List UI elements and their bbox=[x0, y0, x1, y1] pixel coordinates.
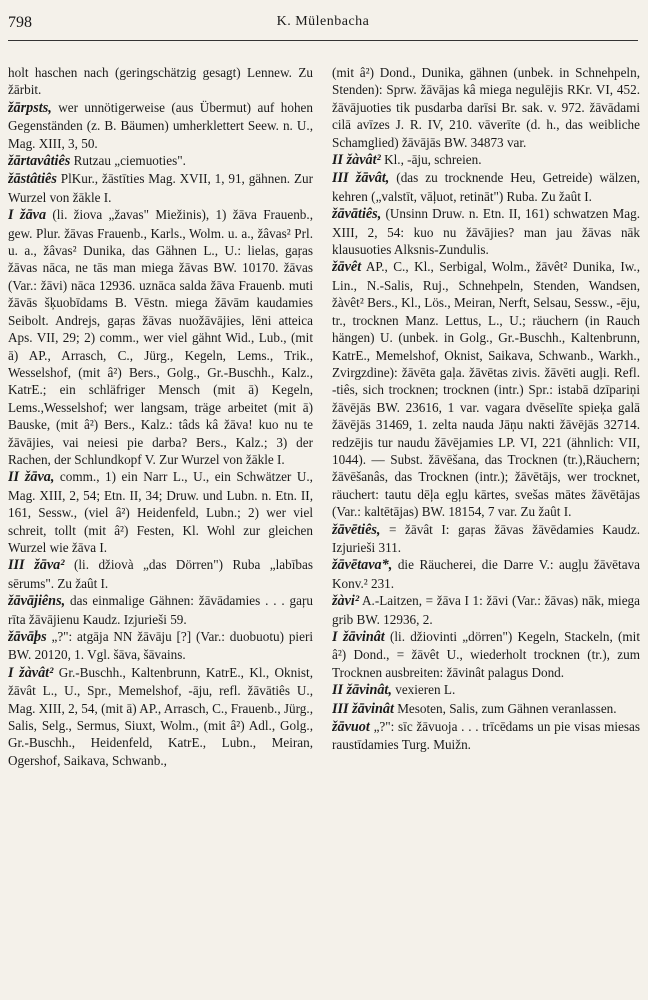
entry-headword: žāvuot bbox=[332, 719, 370, 736]
entry-headword: I žàvât² bbox=[8, 664, 54, 681]
dictionary-entry bbox=[8, 170, 313, 206]
entry-headword: III žāvât, bbox=[332, 170, 390, 187]
dictionary-entry bbox=[8, 468, 313, 556]
entry-headword: žāvētava*, bbox=[332, 557, 393, 574]
entry-body: comm., 1) ein Narr L., U., ein Schwätzer U., Mag. XIII, 2, 54; Etn. II, 34; Druw. und Lubn. n. Etn. II, 161, Sessw., (viel â²) Heidenfeld, Lubn.; 2) wer viel schreit, tollt (mit â²) Festen, Kl. Wohl zur gleichen Wurzel wie žāva I. bbox=[8, 469, 313, 555]
entry-headword: žāstâtiês bbox=[8, 171, 57, 188]
dictionary-entry bbox=[8, 99, 313, 152]
entry-body: (Unsinn Druw. n. Etn. II, 161) schwatzen Mag. XIII, 2, 54: kuo nu žāvājies? man jau žāvas nāk klausuoties Alksnis-Zundulis. bbox=[332, 206, 640, 258]
entry-headword: II žāva, bbox=[8, 469, 55, 486]
entry-headword: žāvātiês, bbox=[332, 206, 382, 223]
dictionary-entry bbox=[8, 628, 313, 664]
entry-headword: III žāvinât bbox=[332, 700, 394, 717]
entry-headword: žārpsts, bbox=[8, 99, 52, 116]
dictionary-entry bbox=[332, 521, 640, 557]
dictionary-entry bbox=[332, 681, 640, 699]
entry-body: (li. džiovà „das Dörren") Ruba „labības sērums". Zu žaût I. bbox=[8, 557, 313, 591]
entry-body: Mesoten, Salis, zum Gähnen veranlassen. bbox=[393, 700, 617, 716]
dictionary-entry bbox=[8, 206, 313, 468]
entry-body: (li. žiova „žavas" Miežinis), 1) žāva Frauenb., gew. Plur. žāvas Frauenb., Karls., Wolm. u. a., žâvas² Prl. u. a., žâvas² Dunika, das Gähnen L., U.: lielas, gaŗas žāvas nāca, ne tās man miega žāvas BW. 10170. žāvas (Var.: žāvi) nāca 12936. uznāca salda žāva Frauenb. muti žāvās šķuobīdams B. Vēstn. miega žāvām kaudamies Seibolt. Andrejs, gaŗas žāvas nuožāvājies, lēni atteica Aps. VII, 29; 2) comm., wer viel gähnt Wid., Lub., (mit ā) AP., Arrasch, C., Jürg., Kegeln, Lems., Trik., Wesselshof, (mit â²) Bers., Golg., Gr.-Buschh., Kalz., KatrE.; ein schläfriger Mensch (mit ā) Kegeln, Lems.,Wesselshof; wer langsam, träge arbeitet (mit ā) Bauske, (mit â²) Bers., Kalz.: tâds kâ žāva! kuo nu te žāvājies, vai neiesi pie darba? Bers., Kalz.; 3) der Rachen, der Schlundkopf V. Zur Wurzel von žākle I. bbox=[8, 207, 313, 467]
dictionary-entry bbox=[8, 664, 313, 769]
entry-body: (li. džiovinti „dörren") Kegeln, Stackeln, (mit â²) Dond., = žāvêt U., wiederholt trocknen (tr.), zum Trocknen ausbreiten: žāvinât palagus Dond. bbox=[332, 629, 640, 680]
dictionary-entry bbox=[8, 592, 313, 628]
dictionary-entry bbox=[332, 592, 640, 628]
dictionary-entry bbox=[332, 718, 640, 754]
right-column bbox=[332, 64, 640, 992]
dictionary-entry bbox=[332, 169, 640, 205]
entry-body: „?": sīc žāvuoja . . . trīcēdams un pie visas miesas raustīdamies Turg. Muižn. bbox=[332, 719, 640, 753]
entry-headword: žàvi² bbox=[332, 593, 360, 610]
entry-body: = žāvât I: gaŗas žāvas žāvēdamies Kaudz. Izjurieši 311. bbox=[332, 521, 640, 555]
dictionary-entry bbox=[8, 152, 313, 170]
dictionary-entry bbox=[332, 64, 640, 151]
entry-headword: žāvētiês, bbox=[332, 521, 381, 538]
entry-headword: žāvāþs bbox=[8, 629, 47, 645]
entry-body: A.-Laitzen, = žāva I 1: žāvi (Var.: žāvas) nāk, miega grib BW. 12936, 2. bbox=[332, 593, 640, 627]
entry-body: holt haschen nach (geringschätzig gesagt) Lennew. Zu žārbit. bbox=[8, 65, 313, 98]
entry-body: Gr.-Buschh., Kaltenbrunn, KatrE., Kl., Oknist, žāvât L., U., Spr., Memelshof, -āju, refl. žāvātiês U., Mag. XIII, 2, 54, (mit ā) AP., Arrasch, C., Frauenb., Jürg., Salis, Selg., Sermus, Siuxt, Wolm., (mit â²) Adl., Golg., Gr.-Buschh., Heidenfeld, KatrE., Lubn., Meiran, Ogershof, Saikava, Schwanb., bbox=[8, 664, 313, 768]
dictionary-entry bbox=[332, 700, 640, 718]
entry-headword: III žāva² bbox=[8, 557, 65, 574]
entry-body: Rutzau „ciemuoties". bbox=[70, 153, 186, 169]
entry-body: das einmalige Gähnen: žāvādamies . . . gaŗu rīta žāvājienu Kaudz. Izjurieši 59. bbox=[8, 593, 313, 627]
page-header bbox=[8, 14, 638, 36]
header-rule bbox=[8, 40, 638, 41]
entry-headword: žāvājiêns, bbox=[8, 593, 66, 610]
entry-body: vexieren L. bbox=[391, 682, 456, 698]
running-head: K. Mülenbacha bbox=[276, 14, 370, 29]
entry-body: (mit â²) Dond., Dunika, gähnen (unbek. in Schnehpeln, Stenden): Sprw. žāvājas kâ miega negulējis RKr. VI, 452. žāvājuoties tik pusdarba darīsi Br. sak. v. 972. žāvādami cilā avīzes J. R. IV, 210. vāverīte (d. h., das weibliche Schamglied) žāvājās BW. 34873 var. bbox=[332, 65, 640, 150]
entry-body: (das zu trocknende Heu, Getreide) wälzen, kehren („valstīt, vāļuot, retināt") Ruba. Zu žaût I. bbox=[332, 170, 640, 204]
entry-body: wer unnötigerweise (aus Übermut) auf hohen Gegenständen (z. B. Bäumen) umherklettert Seew. n. U., Mag. XIII, 3, 50. bbox=[8, 99, 313, 151]
dictionary-entry bbox=[8, 556, 313, 592]
entry-headword: I žāvinât bbox=[332, 629, 385, 645]
dictionary-entry bbox=[332, 151, 640, 169]
dictionary-entry bbox=[332, 205, 640, 258]
entry-headword: žāvêt bbox=[332, 259, 362, 276]
entry-headword: II žàvât² bbox=[332, 152, 381, 169]
entry-headword: žārtavâtiês bbox=[8, 153, 71, 170]
entry-headword: I žāva bbox=[8, 207, 47, 224]
dictionary-entry bbox=[332, 556, 640, 592]
dictionary-entry bbox=[332, 258, 640, 520]
entry-headword: II žāvinât, bbox=[332, 682, 392, 699]
entry-body: AP., C., Kl., Serbigal, Wolm., žāvêt² Dunika, Iw., Lin., N.-Salis, Ruj., Schnehpeln, Stenden, Wandsen, žàvêt² Bers., Kl., Lös., Meiran, Nerft, Selsau, Sessw., -ēju, tr., trocknen Manz. Lettus, L., U.; räuchern (in Rauch hängen) U. (unbek. in Golg., Gr.-Buschh., Kaltenbrunn, KatrE., Memelshof, Oknist, Saikava, Schwanb., Warkh., Zvirgzdine): žāvēta gaļa. žāvētas zivis. žāvēti augļi. Refl. -tiês, sich trocknen; trocknen (intr.) Spr.: istabā dzīpariņi žāvējās BW. 23616, 1 var. vagara dvēselīte spieķa galā žāvējās 31469, 1. zelta nauda Jāņu nakti žāvējās 32714. redzējis tur naudu žāvējamies LP. VI, 221 (ähnlich: VII, 1044). — Subst. žāvēšana, das Trocknen (tr.),Räuchern; žāvēšanâs, das Trocknen (intr.); žāvētājs, wer trocknet, räuchert: tautu dēļa egļu kārtes, svešas mātes žāvētājas (Var.: kaltētājas) BW. 18154, 7 var. Zu žaût I. bbox=[332, 259, 640, 520]
left-column bbox=[8, 64, 313, 992]
entry-body: PlKur., žāstīties Mag. XVII, 1, 91, gähnen. Zur Wurzel von žākle I. bbox=[8, 171, 313, 205]
page-number: 798 bbox=[8, 14, 32, 31]
entry-body: „?": atgāja NN žāvāju [?] (Var.: duobuotu) pieri BW. 20120, 1. Vgl. šāva, šāvains. bbox=[8, 629, 313, 663]
dictionary-entry bbox=[332, 628, 640, 681]
dictionary-entry bbox=[8, 64, 313, 99]
entry-body: Kl., -āju, schreien. bbox=[380, 152, 482, 168]
entry-body: die Räucherei, die Darre V.: augļu žāvētava Konv.² 231. bbox=[332, 557, 640, 591]
